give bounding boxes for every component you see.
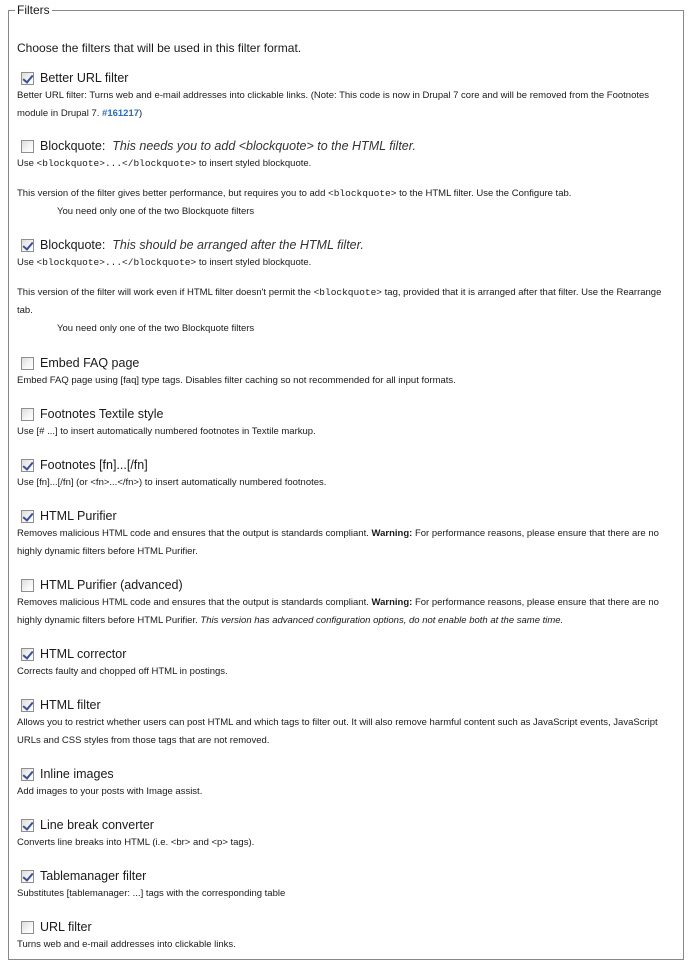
fieldset-legend: Filters: [17, 3, 50, 17]
checkbox-checked-icon[interactable]: [21, 72, 34, 85]
extra-code: <blockquote>: [313, 287, 383, 298]
filter-blockquote-rearrange: [17, 236, 675, 338]
filter-name: Footnotes Textile style: [40, 407, 164, 421]
filter-name-note: This needs you to add <blockquote> to the HTML filter.: [112, 139, 416, 153]
checkbox-checked-icon[interactable]: [21, 819, 34, 832]
filter-description: Use [fn]...[/fn] (or <fn>...</fn>) to insert automatically numbered footnotes.: [17, 477, 327, 488]
checkbox-unchecked-icon[interactable]: [21, 921, 34, 934]
filter-name: Better URL filter: [40, 71, 129, 85]
extra-code: <blockquote>: [328, 188, 397, 199]
extra-post: tag, provided that it is arranged after that filter. Use the Rearrange tab.: [17, 287, 662, 316]
issue-link[interactable]: #161217: [102, 108, 140, 119]
filter-checkbox-label[interactable]: [17, 456, 675, 474]
filter-line-break-converter: [17, 816, 675, 852]
filter-name: Embed FAQ page: [40, 356, 140, 370]
checkbox-checked-icon[interactable]: [21, 870, 34, 883]
filter-url-filter: [17, 918, 675, 954]
filter-checkbox-label[interactable]: [17, 137, 675, 155]
checkbox-unchecked-icon[interactable]: [21, 357, 34, 370]
filter-name: HTML Purifier: [40, 509, 117, 523]
filter-html-filter: [17, 696, 675, 750]
checkbox-unchecked-icon[interactable]: [21, 408, 34, 421]
filter-checkbox-label[interactable]: [17, 765, 675, 783]
desc-post: For performance reasons, please ensure that there are no highly dynamic filters before HTML Purifier.: [17, 597, 659, 626]
filter-footnotes-fn: [17, 456, 675, 492]
filter-name: Inline images: [40, 767, 114, 781]
filter-description: [17, 525, 675, 561]
filter-html-corrector: [17, 645, 675, 681]
filter-name: HTML corrector: [40, 647, 127, 661]
filter-description: Substitutes [tablemanager: ...] tags with the corresponding table: [17, 888, 286, 899]
filter-name: Blockquote:: [40, 139, 106, 153]
filter-description: [17, 87, 675, 123]
filter-checkbox-label[interactable]: [17, 867, 675, 885]
filter-checkbox-label[interactable]: [17, 918, 675, 936]
filter-usage: [17, 155, 675, 173]
filter-note: You need only one of the two Blockquote filters: [57, 206, 255, 217]
filter-name: HTML filter: [40, 698, 101, 712]
filter-checkbox-label[interactable]: [17, 696, 675, 714]
desc-italic: This version has advanced configuration options, do not enable both at the same time.: [200, 615, 564, 626]
checkbox-checked-icon[interactable]: [21, 510, 34, 523]
checkbox-checked-icon[interactable]: [21, 768, 34, 781]
filter-note: You need only one of the two Blockquote filters: [57, 323, 255, 334]
filter-description: Use [# ...] to insert automatically numbered footnotes in Textile markup.: [17, 426, 316, 437]
desc-pre: Removes malicious HTML code and ensures that the output is standards compliant.: [17, 528, 372, 539]
extra-pre: This version of the filter will work even if HTML filter doesn't permit the: [17, 287, 314, 298]
filter-checkbox-label[interactable]: [17, 354, 675, 372]
filter-checkbox-label[interactable]: [17, 507, 675, 525]
checkbox-checked-icon[interactable]: [21, 459, 34, 472]
filter-checkbox-label[interactable]: [17, 69, 675, 87]
filter-checkbox-label[interactable]: [17, 816, 675, 834]
filter-better-url: [17, 69, 675, 123]
warning-label: Warning:: [371, 528, 413, 539]
filter-name: URL filter: [40, 920, 92, 934]
filter-extra: [17, 284, 675, 320]
usage-pre: Use: [17, 158, 37, 169]
checkbox-checked-icon[interactable]: [21, 239, 34, 252]
desc-text-end: ): [139, 108, 143, 119]
extra-post: to the HTML filter. Use the Configure tab.: [396, 188, 572, 199]
filter-name: Footnotes [fn]...[/fn]: [40, 458, 148, 472]
desc-post: For performance reasons, please ensure that there are no highly dynamic filters before HTML Purifier.: [17, 528, 659, 557]
checkbox-checked-icon[interactable]: [21, 648, 34, 661]
desc-pre: Removes malicious HTML code and ensures that the output is standards compliant.: [17, 597, 372, 608]
usage-post: to insert styled blockquote.: [196, 257, 312, 268]
checkbox-unchecked-icon[interactable]: [21, 140, 34, 153]
filters-fieldset: [8, 3, 684, 960]
filter-checkbox-label[interactable]: [17, 405, 675, 423]
filter-checkbox-label[interactable]: [17, 236, 675, 254]
filter-inline-images: [17, 765, 675, 801]
filter-name: Line break converter: [40, 818, 154, 832]
filter-description: [17, 594, 675, 630]
filter-description: Corrects faulty and chopped off HTML in postings.: [17, 666, 228, 677]
filter-name: Tablemanager filter: [40, 869, 147, 883]
filter-checkbox-label[interactable]: [17, 645, 675, 663]
filter-tablemanager: [17, 867, 675, 903]
filter-blockquote-configure: [17, 137, 675, 221]
checkbox-checked-icon[interactable]: [21, 699, 34, 712]
filter-html-purifier: [17, 507, 675, 561]
filter-footnotes-textile: [17, 405, 675, 441]
filter-description: Embed FAQ page using [faq] type tags. Disables filter caching so not recommended for all input formats.: [17, 375, 456, 386]
filter-description: Add images to your posts with Image assist.: [17, 786, 203, 797]
usage-pre: Use: [17, 257, 37, 268]
filter-description: Converts line breaks into HTML (i.e. <br> and <p> tags).: [17, 837, 255, 848]
filter-checkbox-label[interactable]: [17, 576, 675, 594]
intro-text: Choose the filters that will be used in this filter format.: [17, 41, 302, 55]
filter-usage: [17, 254, 675, 272]
usage-code: <blockquote>...</blockquote>: [36, 257, 197, 268]
filter-description: Turns web and e-mail addresses into clickable links.: [17, 939, 236, 950]
filter-embed-faq: [17, 354, 675, 390]
filter-name: HTML Purifier (advanced): [40, 578, 183, 592]
filter-name: Blockquote:: [40, 238, 106, 252]
filter-description: Allows you to restrict whether users can post HTML and which tags to filter out. It will also remove harmful content such as JavaScript events, JavaScript URLs and CSS styles from those tags that are not removed.: [17, 717, 658, 746]
checkbox-unchecked-icon[interactable]: [21, 579, 34, 592]
usage-code: <blockquote>...</blockquote>: [36, 158, 197, 169]
filter-html-purifier-advanced: [17, 576, 675, 630]
filter-name-note: This should be arranged after the HTML filter.: [112, 238, 364, 252]
usage-post: to insert styled blockquote.: [196, 158, 312, 169]
extra-pre: This version of the filter gives better performance, but requires you to add: [17, 188, 329, 199]
desc-text: Better URL filter: Turns web and e-mail addresses into clickable links. (Note: This code is now in Drupal 7 core and will be removed from the Footnotes module in Drupal 7.: [17, 90, 650, 119]
filter-extra: [17, 185, 675, 203]
warning-label: Warning:: [371, 597, 413, 608]
